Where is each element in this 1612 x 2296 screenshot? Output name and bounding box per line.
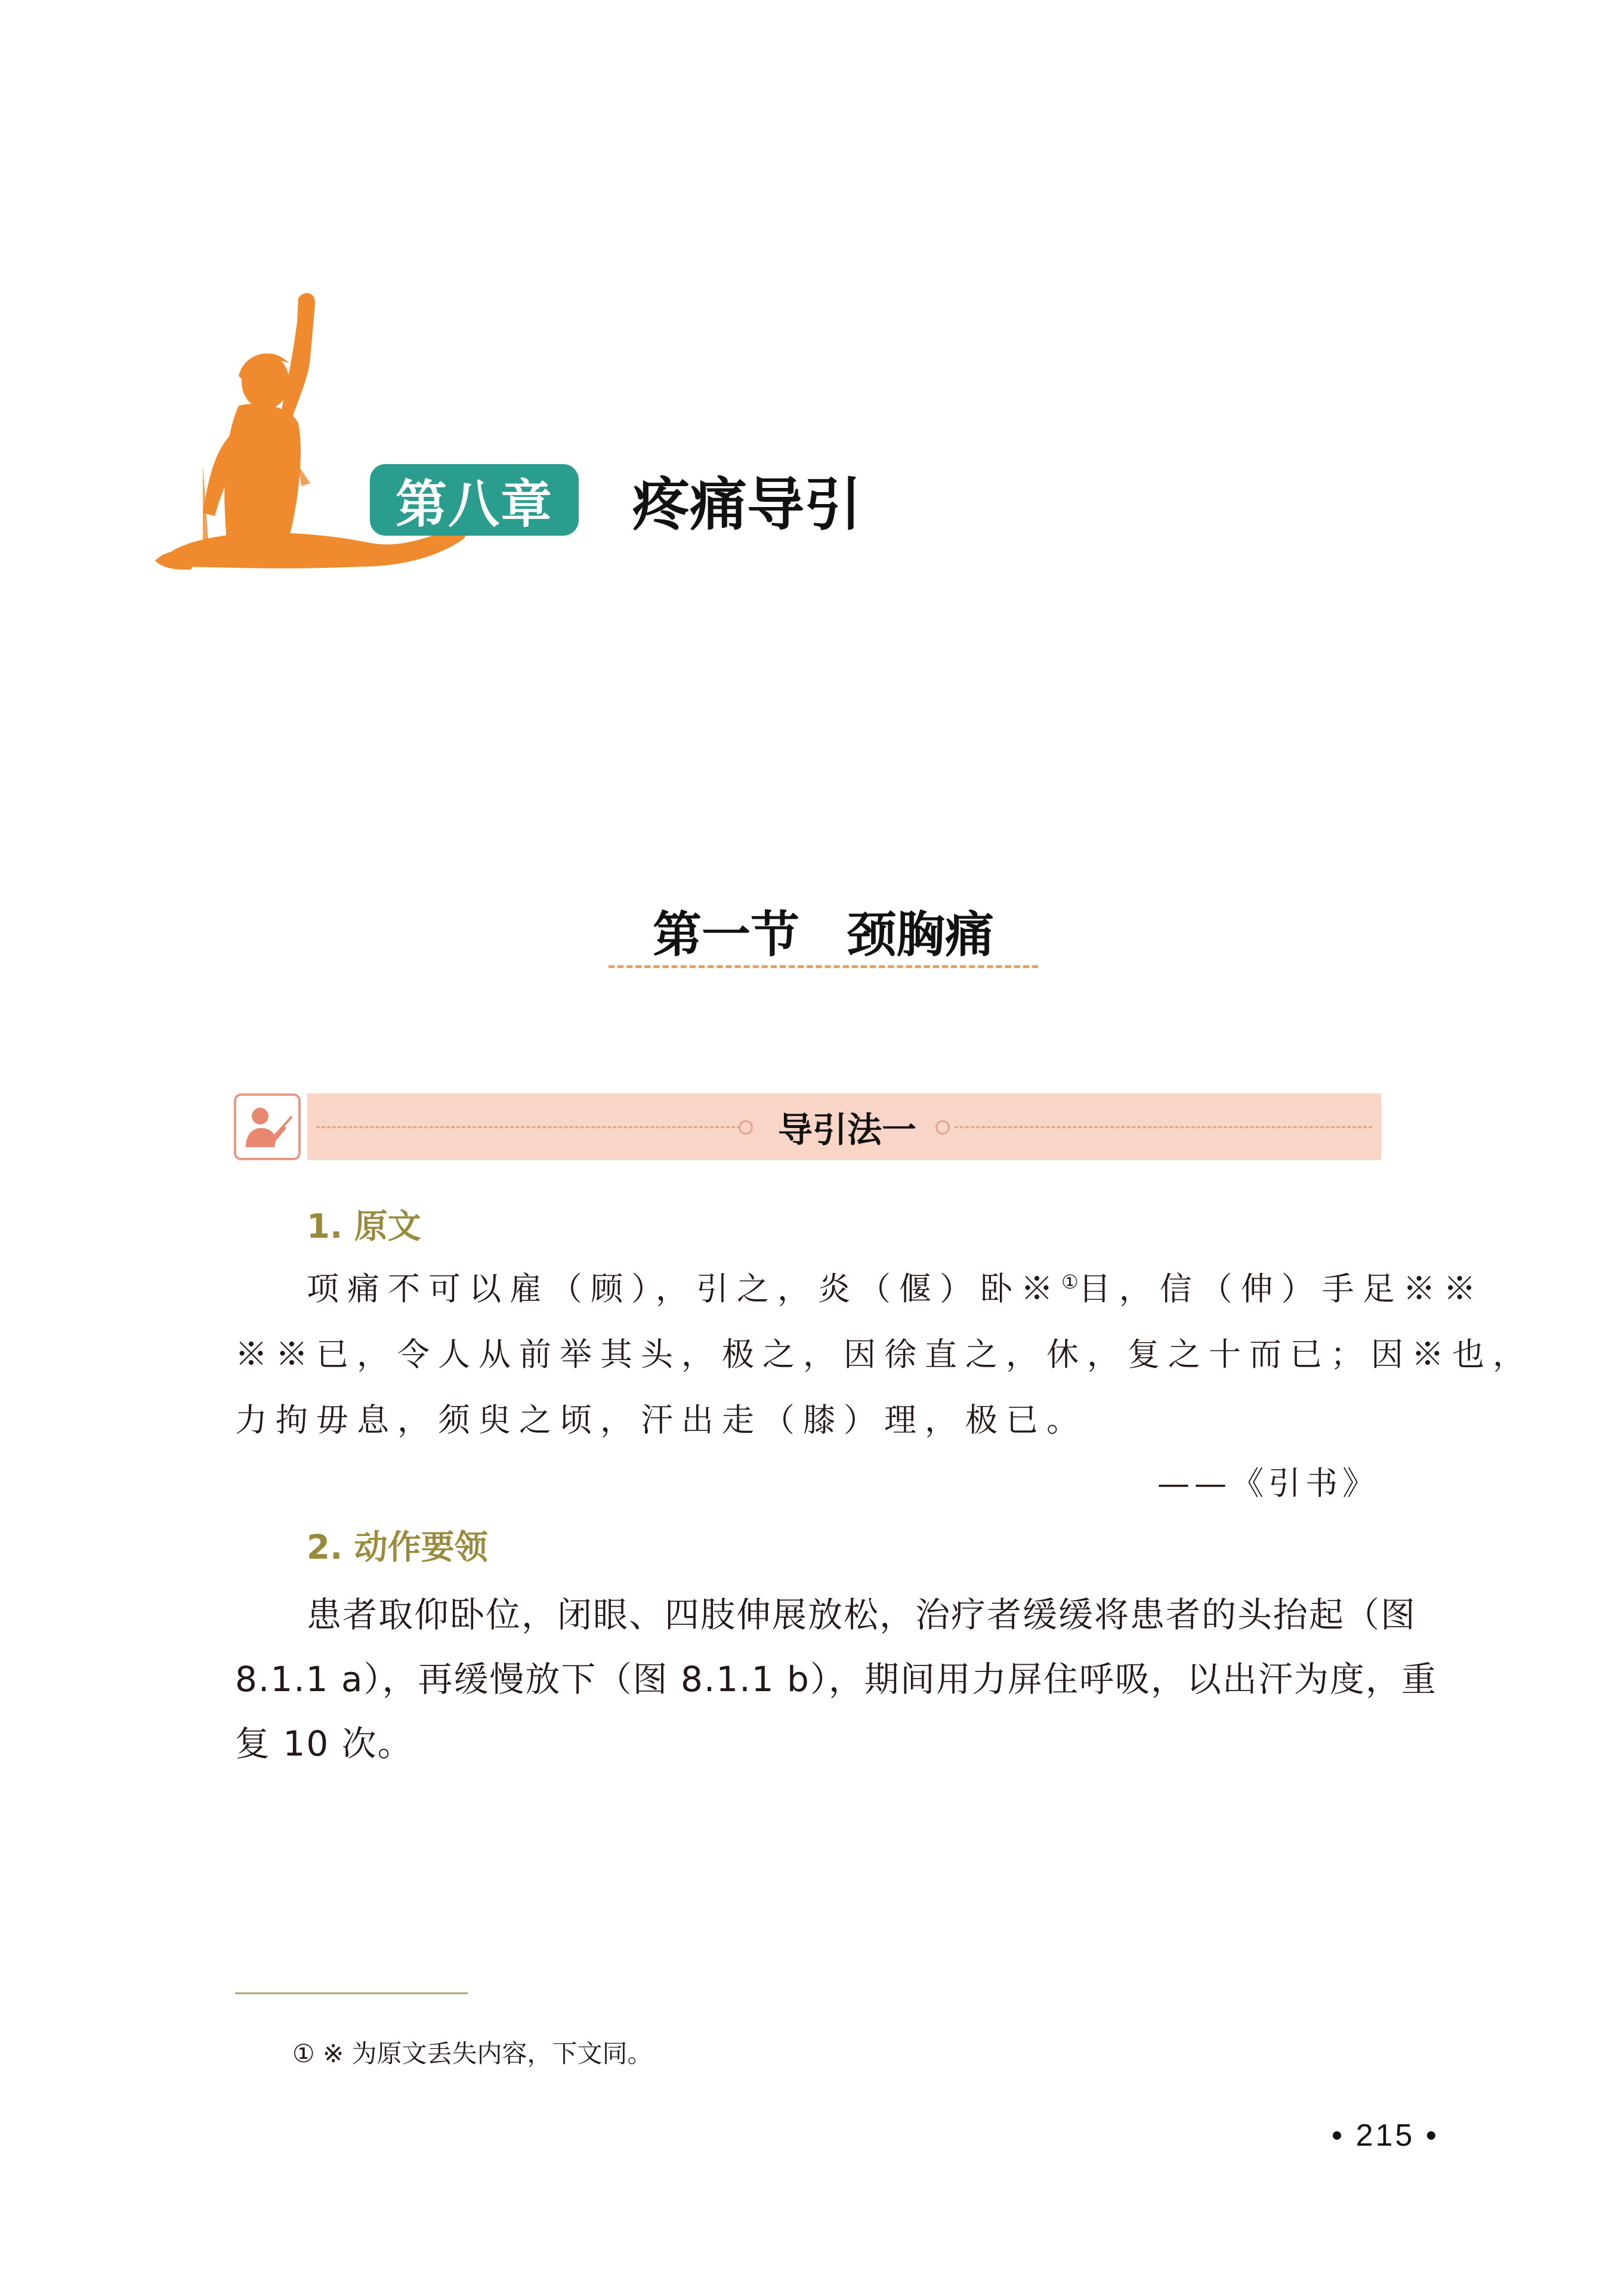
action-text-line2: 8.1.1 a），再缓慢放下（图 8.1.1 b），期间用力屏住呼吸，以出汗为度，重 bbox=[235, 1659, 1437, 1699]
footnote: ① ※ 为原文丢失内容，下文同。 bbox=[292, 2039, 653, 2068]
banner-dot-right bbox=[935, 1120, 950, 1135]
teacher-pointer-icon bbox=[234, 1093, 301, 1160]
original-text-line bbox=[307, 1263, 1484, 1309]
banner-dot-left bbox=[739, 1120, 753, 1135]
section-underline bbox=[609, 965, 1038, 968]
original-text-line3: 力拘毋息，须臾之顷，汗出走（膝）理，极已。 bbox=[235, 1401, 1087, 1439]
source-citation: ——《引书》 bbox=[1157, 1464, 1379, 1502]
section-heading bbox=[609, 895, 1038, 966]
footnote-rule bbox=[235, 1992, 468, 1994]
page-number: • 215 • bbox=[1331, 2118, 1439, 2153]
action-text-line1: 患者取仰卧位，闭眼、四肢伸展放松，治疗者缓缓将患者的头抬起（图 bbox=[307, 1594, 1417, 1635]
method-title: 导引法一 bbox=[777, 1110, 916, 1150]
banner-divider-right bbox=[955, 1126, 1372, 1128]
chapter-title: 疼痛导引 bbox=[632, 471, 861, 538]
footnote-ref[interactable]: ① bbox=[1061, 1271, 1079, 1293]
section-number: 第一节 bbox=[652, 906, 799, 963]
banner-divider-left bbox=[316, 1126, 746, 1128]
action-text-line3: 复 10 次。 bbox=[235, 1723, 413, 1764]
original-text-heading: 1. 原文 bbox=[307, 1207, 421, 1246]
original-text-line1: 项痛不可以雇（顾），引之，炎（偃）卧※ bbox=[307, 1270, 1061, 1308]
chapter-badge: 第八章 bbox=[370, 464, 579, 536]
action-heading: 2. 动作要领 bbox=[307, 1528, 488, 1567]
original-text-line2: ※※已，令人从前举其头，极之，因徐直之，休，复之十而已；因※也， bbox=[235, 1336, 1533, 1373]
section-title: 颈胸痛 bbox=[847, 906, 995, 963]
original-text-line1-end: 目，信（伸）手足※※ bbox=[1078, 1270, 1484, 1308]
